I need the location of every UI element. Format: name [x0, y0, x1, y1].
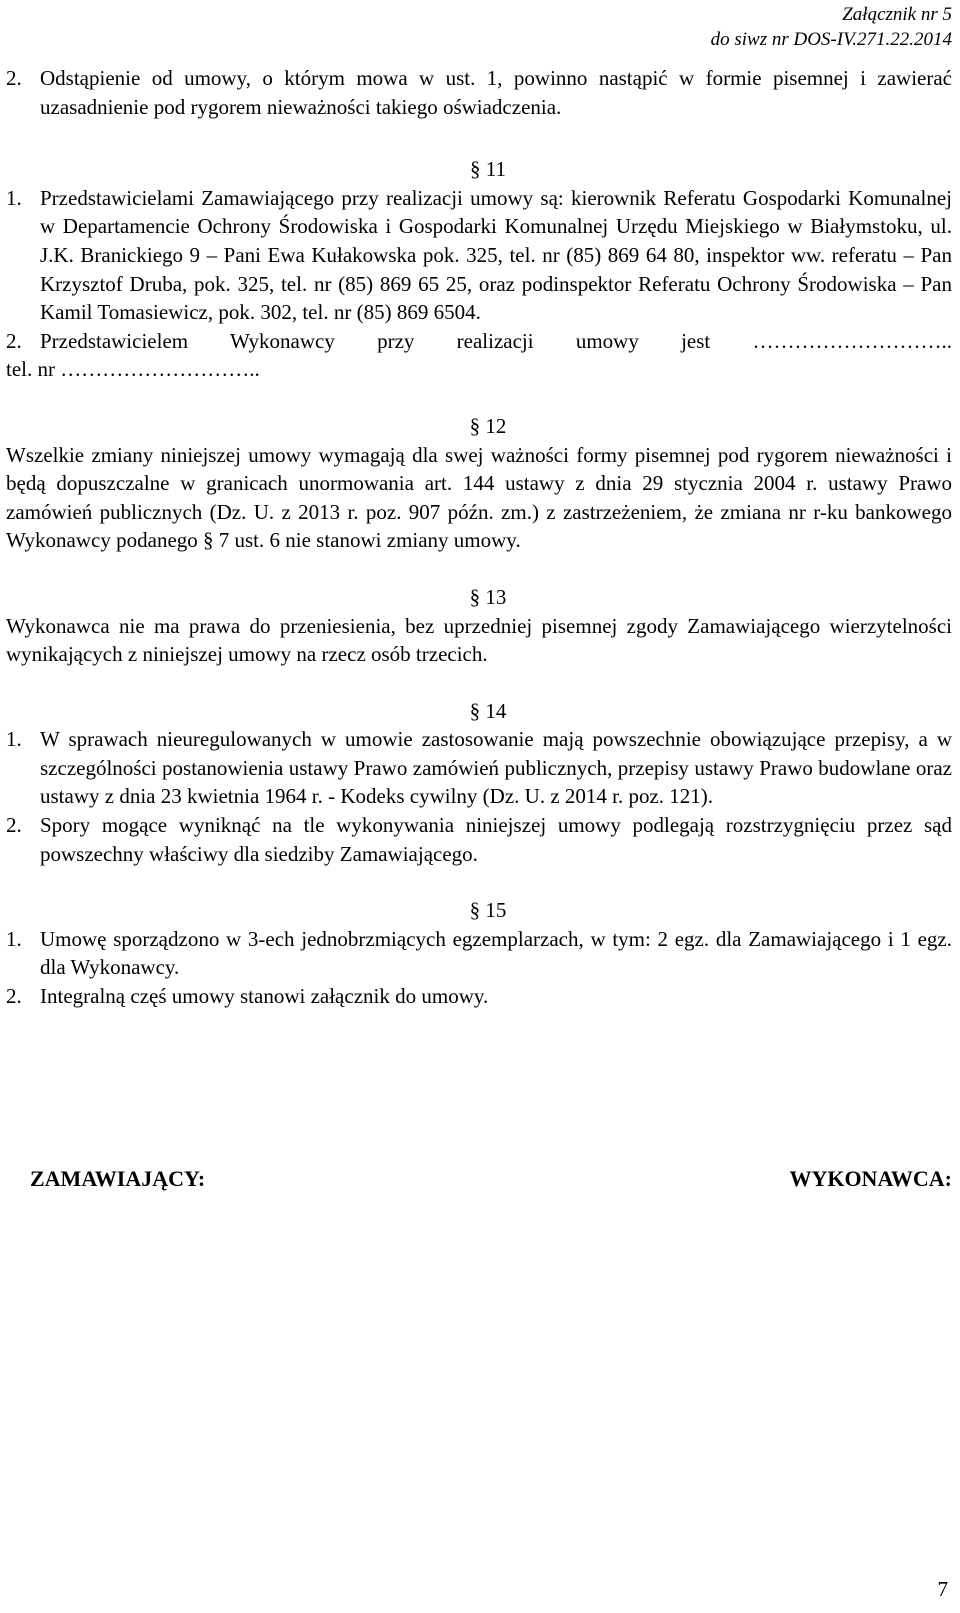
- item-number: 2.: [6, 66, 22, 90]
- section-12-text: Wszelkie zmiany niniejszej umowy wymagają dla swej ważności formy pisemnej pod rygorem nieważności i będą dopuszczalne w granicach unormowania art. 144 ustawy z dnia 29 stycznia 2004 r. ustawy Prawo zamówień publicznych (Dz. U. z 2013 r. poz. 907 późn. zm.) z zastrzeżeniem, że zmiana nr r-ku bankowego Wykonawcy podanego § 7 ust. 6 nie stanowi zmiany umowy.: [6, 442, 952, 553]
- section-14-heading: § 14: [469, 698, 507, 723]
- item-text: Przedstawicielami Zamawiającego przy realizacji umowy są: kierownik Referatu Gospodarki Komunalnej w Departamencie Ochrony Środowiska i Gospodarki Komunalnej Urzędu Miejskiego w Białymstoku, ul. J.K. Branickiego 9 – Pani Ewa Kułakowska pok. 325, tel. nr (85) 869 64 80, inspektor ww. referatu – Pan Krzysztof Druba, pok. 325, tel. nr (85) 869 65 25, oraz podinspektor Referatu Ochrony Środowiska – Pan Kamil Tomasiewicz, pok. 302, tel. nr (85) 869 6504.: [40, 185, 952, 325]
- employer-signature-label: ZAMAWIAJĄCY:: [30, 1166, 206, 1191]
- contractor-phone-line: tel. nr ………………………..: [6, 357, 260, 382]
- section-11-heading: § 11: [470, 157, 506, 182]
- item-text: Spory mogące wyniknąć na tle wykonywania niniejszej umowy podlegają rozstrzygnięciu przez sąd powszechny właściwy dla siedziby Zamawiającego.: [40, 813, 952, 866]
- list-item: [6, 982, 952, 1011]
- list-item: [6, 725, 952, 811]
- page-number: 7: [937, 1577, 948, 1601]
- item-text: [40, 327, 952, 356]
- attachment-label: Załącznik nr 5: [842, 4, 952, 25]
- list-item: [6, 327, 952, 356]
- item-text: Integralną częś umowy stanowi załącznik do umowy.: [40, 984, 489, 1009]
- section-15-heading: § 15: [469, 898, 507, 923]
- list-item: [6, 925, 952, 982]
- document-body: [6, 64, 952, 1011]
- section-12-heading: § 12: [469, 413, 507, 438]
- item-text: Odstąpienie od umowy, o którym mowa w ust. 1, powinno nastąpić w formie pisemnej i zawierać uzasadnienie pod rygorem nieważności takiego oświadczenia.: [40, 66, 952, 119]
- item-number: 2.: [6, 813, 22, 838]
- siwz-reference: do siwz nr DOS-IV.271.22.2014: [710, 29, 952, 50]
- section-13-heading: § 13: [469, 584, 507, 609]
- list-item: [6, 811, 952, 868]
- list-item: [6, 184, 952, 327]
- item-number: 1.: [6, 185, 22, 210]
- item-text: Umowę sporządzono w 3-ech jednobrzmiących egzemplarzach, w tym: 2 egz. dla Zamawiającego i 1 egz. dla Wykonawcy.: [40, 926, 952, 980]
- item-text: W sprawach nieuregulowanych w umowie zastosowanie mają powszechnie obowiązujące przepisy, a w szczególności postanowienia ustawy Prawo zamówień publicznych, przepisy ustawy Prawo budowlane oraz ustawy z dnia 23 kwietnia 1964 r. - Kodeks cywilny (Dz. U. z 2014 r. poz. 121).: [40, 727, 952, 809]
- contractor-representative-text: Przedstawicielem Wykonawcy przy realizacji umowy jest ………………………..: [40, 328, 952, 353]
- item-number: 2.: [6, 328, 22, 353]
- document-header: [711, 2, 952, 52]
- item-number: 1.: [6, 926, 22, 951]
- item-number: 2.: [6, 984, 22, 1009]
- contractor-signature-label: WYKONAWCA:: [789, 1166, 952, 1191]
- section-13-text: Wykonawca nie ma prawa do przeniesienia, bez uprzedniej pisemnej zgody Zamawiającego wierzytelności wynikających z niniejszej umowy na rzecz osób trzecich.: [6, 613, 952, 667]
- list-item: [6, 64, 952, 121]
- item-number: 1.: [6, 727, 22, 752]
